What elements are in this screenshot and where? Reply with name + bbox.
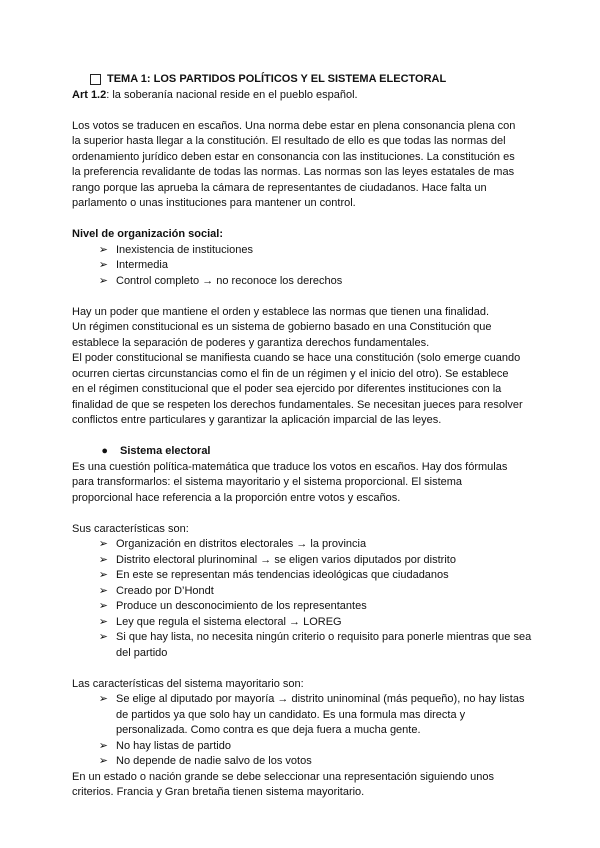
list-item: ➢ Inexistencia de instituciones xyxy=(72,243,532,259)
paragraph-line: Hay un poder que mantiene el orden y establece las normas que tienen una finalidad. xyxy=(72,305,490,318)
paragraph-line: proporcional hace referencia a la proporción entre votos y escaños. xyxy=(72,491,401,504)
paragraph-line: Un régimen constitucional es un sistema de gobierno basado en una Constitución que xyxy=(72,321,492,333)
list-item: ➢ Intermedia xyxy=(72,258,532,274)
paragraph-2 xyxy=(72,305,532,429)
bullet-dot-icon: ● xyxy=(101,445,108,457)
list-item: ➢ Distrito electoral plurinominal → se eligen varios diputados por distrito xyxy=(72,553,532,569)
paragraph-line: la preferencia revalidante de todas las normas. Las normas son las leyes estatales de mas xyxy=(72,166,515,178)
paragraph-line: ocurren ciertas circunstancias como el fin de un régimen y el inicio del otro). Se establece xyxy=(72,367,509,380)
mayoritario-closing xyxy=(72,770,532,801)
article-label: Art 1.2 xyxy=(72,88,107,101)
list-item: ➢ En este se representan más tendencias ideológicas que ciudadanos xyxy=(72,568,532,584)
article-line xyxy=(72,88,532,104)
paragraph-line: En un estado o nación grande se debe seleccionar una representación siguiendo unos xyxy=(72,770,494,783)
arrow-bullet-icon: ➢ xyxy=(98,755,108,767)
arrow-bullet-icon: ➢ xyxy=(98,569,108,581)
list-item: ➢ Organización en distritos electorales → la provincia xyxy=(72,537,532,553)
list-item-continuation: de partidos ya que solo hay un candidato. Es una formula mas directa y xyxy=(116,708,466,721)
arrow-bullet-icon: ➢ xyxy=(98,538,108,550)
arrow-bullet-icon: ➢ xyxy=(98,631,108,643)
paragraph-1 xyxy=(72,119,532,212)
paragraph-line: conflictos entre particulares y garantizar la aplicación imparcial de las leyes. xyxy=(72,414,442,426)
list-item: ➢ No depende de nadie salvo de los votos xyxy=(72,754,532,770)
arrow-bullet-icon: ➢ xyxy=(98,739,108,752)
caracteristicas-list xyxy=(72,537,532,661)
mayoritario-intro: Las características del sistema mayoritario son: xyxy=(72,677,304,690)
paragraph-line: establece la separación de poderes y garantiza derechos fundamentales. xyxy=(72,336,430,349)
paragraph-line: Los votos se traducen en escaños. Una norma debe estar en plena consonancia plena con xyxy=(72,119,516,132)
list-item: ➢ Ley que regula el sistema electoral → LOREG xyxy=(72,615,532,631)
list-item: ➢ Si que hay lista, no necesita ningún criterio o requisito para ponerle mientras que sea xyxy=(72,630,532,646)
paragraph-line: en el régimen constitucional que el poder sea ejercido por diferentes instituciones con la xyxy=(72,383,502,395)
arrow-bullet-icon: ➢ xyxy=(98,274,108,287)
list-item: ➢ Se elige al diputado por mayoría → distrito uninominal (más pequeño), no hay listas xyxy=(72,692,532,708)
arrow-bullet-icon: ➢ xyxy=(98,600,108,612)
arrow-bullet-icon: ➢ xyxy=(98,693,108,705)
arrow-bullet-icon: ➢ xyxy=(98,243,108,256)
list-item-continuation: personalizada. Como contra es que deja fuera a mucha gente. xyxy=(116,724,421,736)
article-text: : la soberanía nacional reside en el pueblo español. xyxy=(106,88,358,101)
paragraph-line: finalidad de que se respeten los derechos fundamentales. Se necesitan jueces para resolver xyxy=(72,398,523,411)
list-item: ➢ Control completo → no reconoce los derechos xyxy=(72,274,532,290)
paragraph-line: para transformarlos: el sistema mayoritario y el sistema proporcional. El sistema xyxy=(72,476,463,488)
document-title xyxy=(90,72,532,88)
list-item: ➢ Creado por D’Hondt xyxy=(72,584,532,600)
section-heading-nivel: Nivel de organización social: xyxy=(72,228,223,240)
paragraph-line: parlamento o unas instituciones para mantener un control. xyxy=(72,197,356,209)
paragraph-line: la superior hasta llegar a la constitución. El resultado de ello es que todas las normas del xyxy=(72,135,506,147)
mayoritario-list xyxy=(72,692,532,770)
document-page xyxy=(72,72,532,801)
paragraph-line: criterios. Francia y Gran bretaña tienen sistema mayoritario. xyxy=(72,786,365,798)
section-heading-sistema: ● Sistema electoral xyxy=(72,444,532,460)
list-item-continuation: del partido xyxy=(116,646,168,659)
paragraph-line: ordenamiento jurídico deben estar en consonancia con las instituciones. La constitución es xyxy=(72,150,515,163)
arrow-bullet-icon: ➢ xyxy=(98,553,108,566)
nivel-list xyxy=(72,243,532,290)
paragraph-line: El poder constitucional se manifiesta cuando se hace una constitución (solo emerge cuando xyxy=(72,352,521,364)
paragraph-line: rango porque las aprueba la cámara de representantes de ciudadanos. Hace falta un xyxy=(72,181,487,194)
title-text: TEMA 1: LOS PARTIDOS POLÍTICOS Y EL SISTEMA ELECTORAL xyxy=(107,73,447,85)
caracteristicas-intro: Sus características son: xyxy=(72,522,189,535)
checkbox-icon[interactable] xyxy=(90,74,101,85)
list-item: ➢ No hay listas de partido xyxy=(72,739,532,755)
list-item: ➢ Produce un desconocimiento de los representantes xyxy=(72,599,532,615)
arrow-bullet-icon: ➢ xyxy=(98,615,108,628)
arrow-bullet-icon: ➢ xyxy=(98,259,108,271)
paragraph-line: Es una cuestión política-matemática que traduce los votos en escaños. Hay dos fórmulas xyxy=(72,460,508,473)
sistema-paragraph xyxy=(72,460,532,507)
arrow-bullet-icon: ➢ xyxy=(98,584,108,597)
